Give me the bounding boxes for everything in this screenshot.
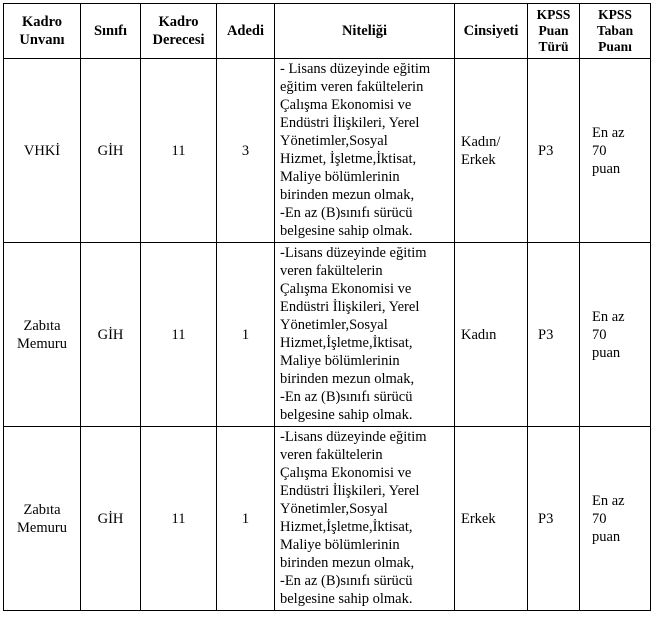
cell-nitelik-line: Endüstri İlişkileri, Yerel	[280, 483, 420, 499]
cell-derece	[141, 243, 217, 427]
cell-nitelik-line: -En az (B)sınıfı sürücü	[280, 573, 413, 589]
cell-adet-text: 3	[241, 142, 250, 159]
cell-nitelik-line: -Lisans düzeyinde eğitim	[280, 429, 427, 445]
cell-unvan-line: Memuru	[17, 519, 67, 536]
cell-nitelik-line: - Lisans düzeyinde eğitim	[280, 61, 431, 77]
cell-nitelik-line: Endüstri İlişkileri, Yerel	[280, 115, 420, 131]
cell-unvan	[4, 427, 81, 611]
cell-puan-turu	[528, 243, 580, 427]
cell-nitelik-line: Maliye bölümlerinin	[280, 537, 400, 553]
table-row	[4, 59, 651, 243]
cell-puan-turu-text: P3	[538, 142, 554, 159]
cell-taban-puan-line: 70	[592, 326, 607, 343]
cell-cinsiyet-line: Erkek	[461, 510, 496, 527]
cell-nitelik-line: veren fakültelerin	[280, 263, 383, 279]
kadro-table	[3, 3, 651, 611]
cell-nitelik-line: birinden mezun olmak,	[280, 187, 415, 203]
cell-nitelik-line: birinden mezun olmak,	[280, 371, 415, 387]
cell-derece	[141, 427, 217, 611]
header-niteligi: Niteliği	[275, 4, 455, 59]
cell-nitelik-line: eğitim veren fakültelerin	[280, 79, 424, 95]
cell-nitelik	[275, 427, 455, 611]
cell-nitelik-line: belgesine sahip olmak.	[280, 591, 413, 607]
cell-adet	[217, 427, 275, 611]
cell-cinsiyet-line: Kadın/	[461, 133, 501, 150]
cell-taban-puan	[580, 427, 651, 611]
cell-sinif-text: GİH	[97, 326, 124, 343]
cell-puan-turu-text: P3	[538, 326, 554, 343]
cell-unvan-line: Memuru	[17, 335, 67, 352]
cell-nitelik-line: belgesine sahip olmak.	[280, 223, 413, 239]
cell-unvan-line: Zabıta	[23, 317, 61, 334]
header-adedi: Adedi	[217, 4, 275, 59]
header-row	[4, 4, 651, 59]
header-cinsiyeti: Cinsiyeti	[455, 4, 528, 59]
cell-taban-puan-line: puan	[592, 160, 621, 177]
cell-unvan-line: Zabıta	[23, 501, 61, 518]
cell-taban-puan-line: puan	[592, 344, 621, 361]
cell-taban-puan	[580, 59, 651, 243]
cell-adet	[217, 243, 275, 427]
cell-nitelik-line: veren fakültelerin	[280, 447, 383, 463]
table-row	[4, 427, 651, 611]
cell-nitelik-line: Çalışma Ekonomisi ve	[280, 281, 412, 297]
cell-cinsiyet	[455, 59, 528, 243]
cell-sinif	[81, 243, 141, 427]
cell-unvan	[4, 59, 81, 243]
cell-adet-text: 1	[241, 326, 250, 343]
cell-cinsiyet-line: Kadın	[461, 326, 497, 343]
cell-puan-turu	[528, 427, 580, 611]
cell-unvan	[4, 243, 81, 427]
cell-taban-puan-line: En az	[592, 492, 625, 509]
cell-taban-puan-line: puan	[592, 528, 621, 545]
cell-nitelik-line: Maliye bölümlerinin	[280, 169, 400, 185]
cell-nitelik-line: -En az (B)sınıfı sürücü	[280, 389, 413, 405]
cell-taban-puan-line: 70	[592, 510, 607, 527]
cell-cinsiyet-line: Erkek	[461, 151, 496, 168]
cell-derece-text: 11	[171, 326, 186, 343]
header-kpss-taban-puani: KPSS Taban Puanı	[580, 4, 651, 59]
cell-nitelik-line: Yönetimler,Sosyal	[280, 133, 388, 149]
cell-nitelik	[275, 243, 455, 427]
cell-cinsiyet	[455, 427, 528, 611]
cell-sinif-text: GİH	[97, 142, 124, 159]
cell-nitelik-line: -En az (B)sınıfı sürücü	[280, 205, 413, 221]
cell-nitelik-line: Hizmet,İşletme,İktisat,	[280, 519, 413, 535]
header-kadro-derecesi: Kadro Derecesi	[141, 4, 217, 59]
cell-derece-text: 11	[171, 510, 186, 527]
cell-nitelik-line: Çalışma Ekonomisi ve	[280, 97, 412, 113]
cell-adet	[217, 59, 275, 243]
cell-taban-puan-line: 70	[592, 142, 607, 159]
cell-puan-turu-text: P3	[538, 510, 554, 527]
cell-nitelik-line: belgesine sahip olmak.	[280, 407, 413, 423]
cell-cinsiyet	[455, 243, 528, 427]
cell-nitelik-line: Yönetimler,Sosyal	[280, 317, 388, 333]
cell-puan-turu	[528, 59, 580, 243]
cell-sinif	[81, 427, 141, 611]
cell-nitelik-line: Endüstri İlişkileri, Yerel	[280, 299, 420, 315]
table-row	[4, 243, 651, 427]
header-kadro-unvani: Kadro Unvanı	[4, 4, 81, 59]
cell-nitelik-line: Hizmet,İşletme,İktisat,	[280, 335, 413, 351]
cell-derece	[141, 59, 217, 243]
header-sinifi: Sınıfı	[81, 4, 141, 59]
cell-derece-text: 11	[171, 142, 186, 159]
cell-nitelik-line: Maliye bölümlerinin	[280, 353, 400, 369]
cell-nitelik-line: -Lisans düzeyinde eğitim	[280, 245, 427, 261]
cell-adet-text: 1	[241, 510, 250, 527]
cell-sinif-text: GİH	[97, 510, 124, 527]
table-body	[4, 59, 651, 611]
cell-nitelik-line: Hizmet, İşletme,İktisat,	[280, 151, 417, 167]
cell-taban-puan	[580, 243, 651, 427]
header-kpss-puan-turu: KPSS Puan Türü	[528, 4, 580, 59]
cell-sinif	[81, 59, 141, 243]
cell-nitelik-line: Yönetimler,Sosyal	[280, 501, 388, 517]
cell-taban-puan-line: En az	[592, 124, 625, 141]
cell-nitelik-line: Çalışma Ekonomisi ve	[280, 465, 412, 481]
cell-nitelik-line: birinden mezun olmak,	[280, 555, 415, 571]
cell-unvan-line: VHKİ	[23, 142, 61, 159]
cell-nitelik	[275, 59, 455, 243]
cell-taban-puan-line: En az	[592, 308, 625, 325]
